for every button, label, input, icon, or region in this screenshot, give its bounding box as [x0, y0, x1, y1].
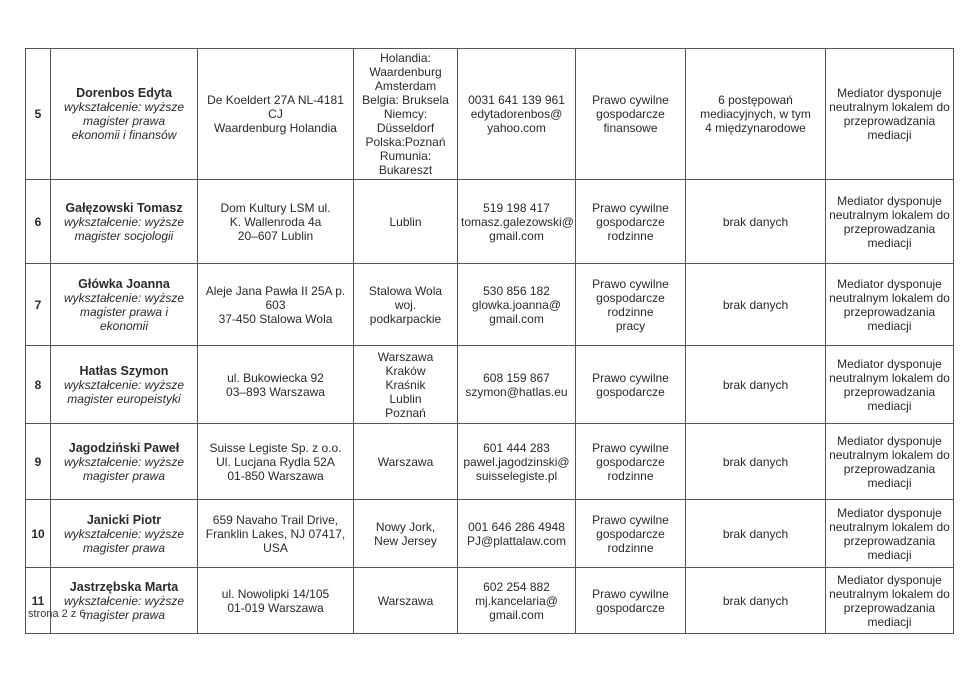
specialization-cell [576, 568, 686, 634]
mediator-name: Dorenbos Edyta [76, 86, 172, 100]
address-cell-line: Dom Kultury LSM ul. [220, 200, 331, 215]
contact-cell-line: PJ@plattalaw.com [467, 533, 566, 548]
premises-cell-line: neutralnym lokalem do [829, 207, 950, 222]
area-cell-line: Polska:Poznań [365, 135, 446, 149]
experience-cell [686, 49, 826, 180]
premises-cell-line: Mediator dysponuje [837, 505, 942, 520]
area-cell-line: Bukareszt [378, 163, 433, 177]
experience-cell [686, 180, 826, 264]
premises-cell-line: przeprowadzania mediacji [843, 304, 936, 333]
area-cell [354, 346, 458, 424]
address-cell-line: 01-850 Warszawa [227, 468, 324, 483]
contact-cell-line: szymon@hatlas.eu [465, 384, 568, 399]
area-cell [354, 49, 458, 180]
area-cell-line: Düsseldorf [376, 121, 435, 135]
specialization-cell-line: rodzinne [607, 540, 654, 555]
area-cell-line: Nowy Jork, [375, 519, 436, 534]
area-cell [354, 568, 458, 634]
row-number: 11 [26, 568, 51, 634]
specialization-cell-line: gospodarcze [596, 107, 665, 121]
address-cell-line: 01-019 Warszawa [227, 600, 324, 615]
mediator-name: Jagodziński Paweł [68, 440, 180, 455]
premises-cell [826, 424, 954, 500]
address-cell [198, 424, 354, 500]
premises-cell-line: przeprowadzania mediacji [843, 533, 936, 562]
address-cell-line: ul. Nowolipki 14/105 [221, 586, 330, 601]
address-cell-line: 37-450 Stalowa Wola [218, 311, 333, 326]
education-line: wykształcenie: wyższe [63, 593, 185, 608]
specialization-cell-line: Prawo cywilne [592, 200, 669, 215]
specialization-cell-line: rodzinne [607, 228, 654, 243]
row-number: 7 [26, 264, 51, 346]
premises-cell [826, 49, 954, 180]
mediator-cell [51, 49, 198, 180]
area-cell-line: Stalowa Wola [368, 283, 443, 298]
area-cell-line: Niemcy: [383, 107, 428, 121]
experience-cell-line: brak danych [722, 297, 789, 312]
table-row [26, 180, 954, 264]
experience-cell [686, 568, 826, 634]
education-line: magister socjologii [74, 228, 174, 243]
specialization-cell-line: gospodarcze [596, 290, 665, 305]
mediator-name: Hatłas Szymon [79, 363, 169, 378]
education-line: magister prawa [82, 114, 166, 128]
specialization-cell [576, 500, 686, 568]
address-cell-line: Aleje Jana Pawła II 25A p. [205, 283, 346, 298]
address-cell-line: Suisse Legiste Sp. z o.o. [209, 440, 342, 455]
address-cell-line: ul. Bukowiecka 92 [227, 370, 324, 385]
premises-cell-line: przeprowadzania mediacji [843, 221, 936, 250]
mediator-name: Gałęzowski Tomasz [65, 200, 183, 215]
premises-cell-line: Mediator dysponuje [837, 572, 942, 587]
experience-cell [686, 264, 826, 346]
row-number: 9 [26, 424, 51, 500]
contact-cell-line: mj.kancelaria@ [475, 593, 558, 608]
area-cell-line: Holandia: [380, 51, 431, 65]
premises-cell [826, 500, 954, 568]
address-cell [198, 568, 354, 634]
experience-cell-line: brak danych [722, 454, 789, 469]
address-cell-line: 20–607 Lublin [237, 228, 314, 243]
education-line: magister europeistyki [67, 391, 181, 406]
address-cell [198, 500, 354, 568]
contact-cell-line: 608 159 867 [483, 370, 550, 385]
specialization-cell-line: Prawo cywilne [592, 512, 669, 527]
education-line: wykształcenie: wyższe [63, 100, 185, 114]
mediator-cell [51, 180, 198, 264]
contact-cell-line: glowka.joanna@ [472, 297, 561, 312]
mediator-cell [51, 568, 198, 634]
specialization-cell [576, 346, 686, 424]
specialization-cell-line: Prawo cywilne [592, 93, 669, 107]
area-cell-line: Rumunia: [379, 149, 432, 163]
mediator-cell [51, 264, 198, 346]
area-cell-line: woj. [394, 297, 417, 312]
specialization-cell-line: Prawo cywilne [592, 370, 669, 385]
address-cell [198, 346, 354, 424]
education-line: magister prawa i [79, 304, 169, 319]
specialization-cell [576, 264, 686, 346]
education-line: ekonomii i finansów [71, 128, 177, 142]
area-cell [354, 500, 458, 568]
address-cell-line: Franklin Lakes, NJ 07417, [205, 526, 346, 541]
contact-cell-line: gmail.com [489, 311, 544, 326]
table-row [26, 264, 954, 346]
specialization-cell-line: rodzinne [607, 304, 654, 319]
address-cell-line: De Koeldert 27A NL-4181 CJ [207, 93, 344, 121]
premises-cell-line: neutralnym lokalem do [829, 519, 950, 534]
contact-cell-line: 601 444 283 [483, 440, 550, 455]
row-number: 8 [26, 346, 51, 424]
premises-cell [826, 264, 954, 346]
premises-cell [826, 180, 954, 264]
premises-cell-line: neutralnym lokalem do [829, 290, 950, 305]
mediator-registry-table [25, 48, 954, 634]
area-cell-line: Warszawa [377, 454, 434, 469]
premises-cell-line: Mediator dysponuje [837, 356, 942, 371]
table-row [26, 568, 954, 634]
experience-cell-line: brak danych [722, 526, 789, 541]
premises-cell-line: Mediator dysponuje [837, 86, 942, 100]
premises-cell-line: Mediator dysponuje [837, 276, 942, 291]
contact-cell [458, 424, 576, 500]
contact-cell-line: tomasz.galezowski@ [461, 214, 574, 229]
contact-cell [458, 180, 576, 264]
experience-cell-line: brak danych [722, 593, 789, 608]
specialization-cell-line: gospodarcze [596, 600, 665, 615]
area-cell-line: Kraśnik [385, 377, 426, 392]
page-number: strona 2 z 6 [28, 608, 86, 620]
contact-cell [458, 264, 576, 346]
education-line: ekonomii [99, 318, 149, 333]
premises-cell [826, 346, 954, 424]
address-cell-line: USA [263, 540, 288, 555]
experience-cell [686, 500, 826, 568]
address-cell-line: Waardenburg Holandia [214, 121, 337, 135]
contact-cell-line: edytadorenbos@ [470, 107, 563, 121]
table-row [26, 500, 954, 568]
premises-cell-line: przeprowadzania mediacji [843, 461, 936, 490]
specialization-cell-line: gospodarcze [596, 526, 665, 541]
table-row [26, 49, 954, 180]
education-line: magister prawa [82, 607, 166, 622]
contact-cell-line: 530 856 182 [483, 283, 550, 298]
table-body [26, 49, 954, 634]
area-cell-line: Lublin [389, 214, 422, 229]
education-line: magister prawa [82, 468, 166, 483]
experience-cell-line: brak danych [722, 377, 789, 392]
specialization-cell-line: gospodarcze [596, 384, 665, 399]
contact-cell-line: pawel.jagodzinski@ [463, 454, 570, 469]
table-row [26, 424, 954, 500]
contact-cell [458, 346, 576, 424]
area-cell-line: Waardenburg [369, 65, 442, 79]
area-cell-line: New Jersey [374, 533, 437, 548]
area-cell [354, 264, 458, 346]
address-cell-line: K. Wallenroda 4a [229, 214, 322, 229]
experience-cell-line: 6 postępowań [718, 93, 793, 107]
area-cell-line: podkarpackie [369, 311, 442, 326]
address-cell-line: 603 [265, 297, 286, 312]
premises-cell-line: przeprowadzania mediacji [843, 384, 936, 413]
contact-cell-line: 602 254 882 [483, 579, 550, 594]
education-line: wykształcenie: wyższe [63, 454, 185, 469]
address-cell [198, 264, 354, 346]
contact-cell-line: gmail.com [489, 228, 544, 243]
education-line: wykształcenie: wyższe [63, 526, 185, 541]
address-cell [198, 49, 354, 180]
experience-cell [686, 346, 826, 424]
specialization-cell-line: Prawo cywilne [592, 276, 669, 291]
experience-cell-line: brak danych [722, 214, 789, 229]
mediator-cell [51, 346, 198, 424]
premises-cell-line: Mediator dysponuje [837, 433, 942, 448]
area-cell-line: Belgia: Bruksela [362, 93, 449, 107]
mediator-name: Główka Joanna [78, 276, 170, 291]
area-cell-line: Warszawa [377, 349, 434, 364]
contact-cell-line: 519 198 417 [483, 200, 550, 215]
area-cell-line: Poznań [385, 405, 426, 420]
contact-cell-line: yahoo.com [487, 121, 546, 135]
education-line: wykształcenie: wyższe [63, 214, 185, 229]
mediator-cell [51, 500, 198, 568]
education-line: magister prawa [82, 540, 166, 555]
specialization-cell-line: Prawo cywilne [592, 440, 669, 455]
contact-cell-line: 0031 641 139 961 [468, 93, 565, 107]
row-number: 5 [26, 49, 51, 180]
specialization-cell-line: gospodarcze [596, 454, 665, 469]
contact-cell-line: suisselegiste.pl [475, 468, 558, 483]
row-number: 6 [26, 180, 51, 264]
mediator-name: Jastrzębska Marta [69, 579, 179, 594]
premises-cell [826, 568, 954, 634]
area-cell-line: Lublin [389, 391, 422, 406]
row-number: 10 [26, 500, 51, 568]
specialization-cell-line: gospodarcze [596, 214, 665, 229]
specialization-cell-line: pracy [615, 318, 646, 333]
area-cell-line: Amsterdam [374, 79, 437, 93]
address-cell-line: 659 Navaho Trail Drive, [212, 512, 339, 527]
premises-cell-line: przeprowadzania mediacji [843, 114, 936, 142]
mediator-cell [51, 424, 198, 500]
table-row [26, 346, 954, 424]
premises-cell-line: neutralnym lokalem do [829, 100, 950, 114]
specialization-cell-line: Prawo cywilne [592, 586, 669, 601]
area-cell [354, 424, 458, 500]
specialization-cell-line: rodzinne [607, 468, 654, 483]
address-cell-line: 03–893 Warszawa [226, 384, 325, 399]
contact-cell [458, 49, 576, 180]
premises-cell-line: przeprowadzania mediacji [843, 600, 936, 629]
area-cell-line: Warszawa [377, 593, 434, 608]
specialization-cell-line: finansowe [603, 121, 658, 135]
contact-cell [458, 568, 576, 634]
specialization-cell [576, 424, 686, 500]
specialization-cell [576, 49, 686, 180]
premises-cell-line: neutralnym lokalem do [829, 447, 950, 462]
area-cell [354, 180, 458, 264]
experience-cell-line: mediacyjnych, w tym [700, 107, 811, 121]
address-cell-line: Ul. Lucjana Rydla 52A [216, 454, 335, 469]
experience-cell-line: 4 międzynarodowe [705, 121, 806, 135]
contact-cell-line: 001 646 286 4948 [468, 519, 565, 534]
education-line: wykształcenie: wyższe [63, 377, 185, 392]
specialization-cell [576, 180, 686, 264]
contact-cell [458, 500, 576, 568]
premises-cell-line: neutralnym lokalem do [829, 370, 950, 385]
area-cell-line: Kraków [385, 363, 426, 378]
mediator-name: Janicki Piotr [86, 512, 162, 527]
education-line: wykształcenie: wyższe [63, 290, 185, 305]
address-cell [198, 180, 354, 264]
experience-cell [686, 424, 826, 500]
premises-cell-line: neutralnym lokalem do [829, 586, 950, 601]
premises-cell-line: Mediator dysponuje [837, 193, 942, 208]
contact-cell-line: gmail.com [489, 607, 544, 622]
